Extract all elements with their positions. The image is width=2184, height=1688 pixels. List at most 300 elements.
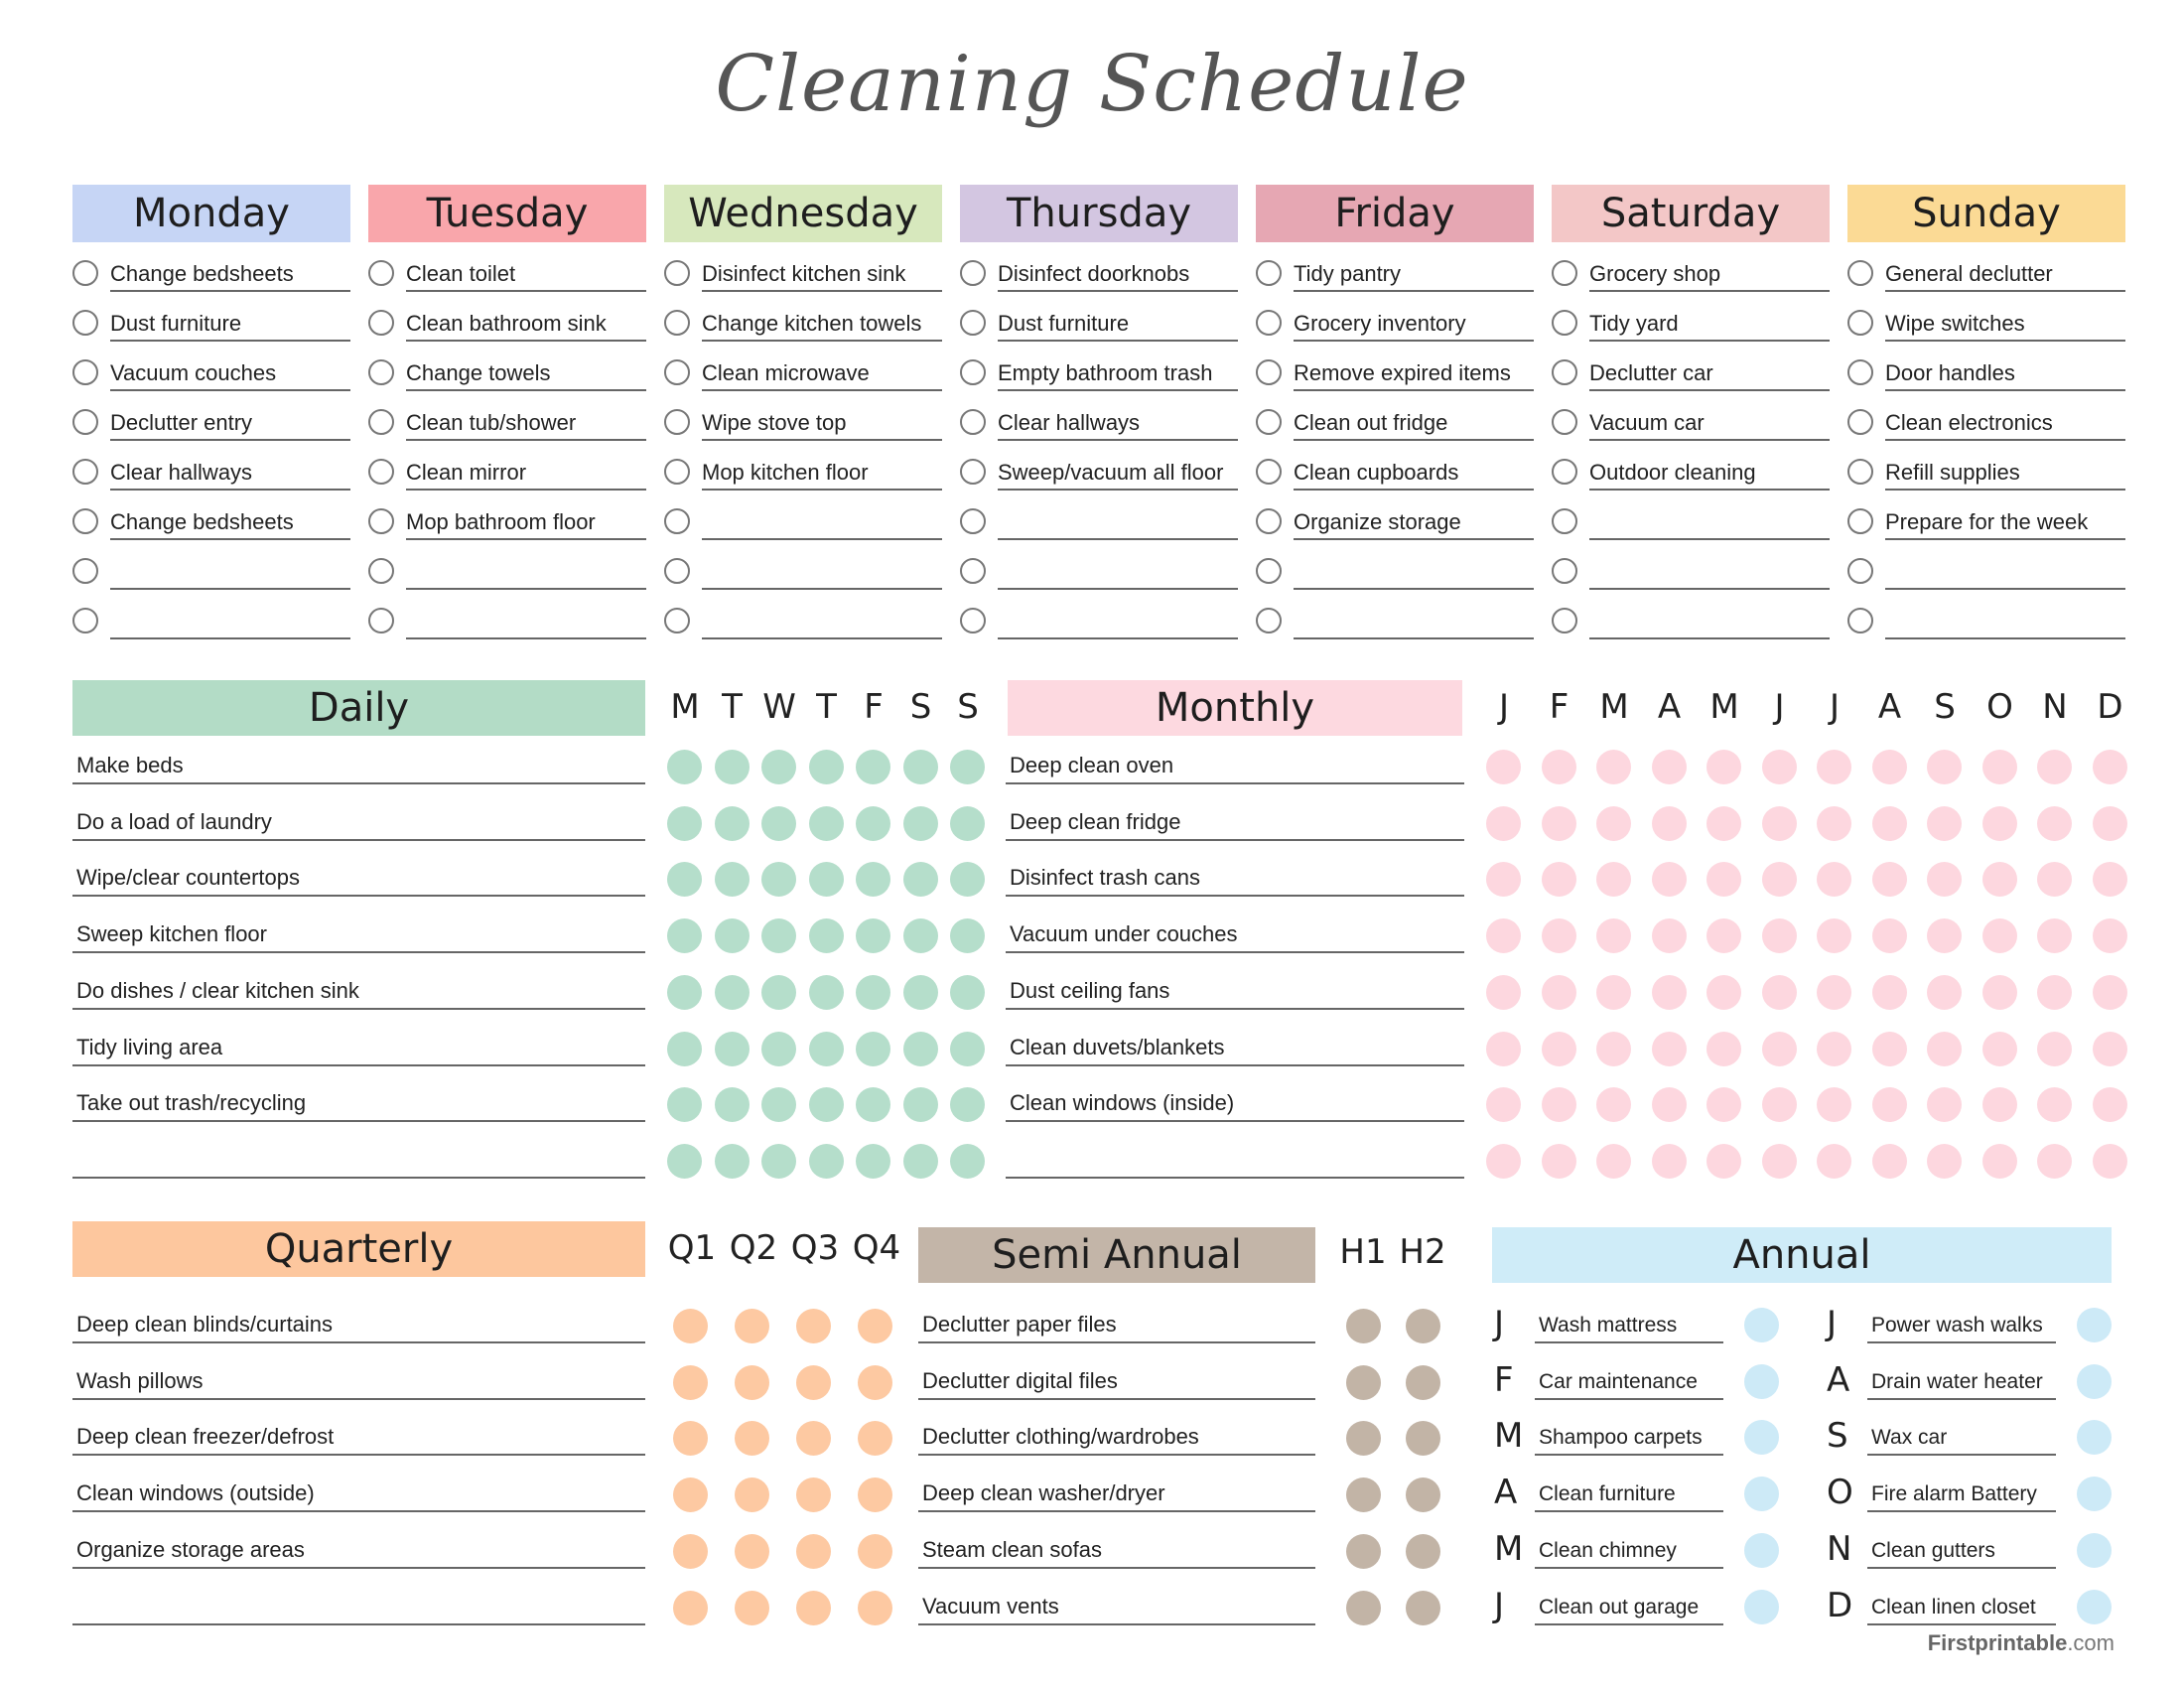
daily-check-dot[interactable] xyxy=(715,918,750,953)
daily-check-dot[interactable] xyxy=(950,1087,985,1122)
monthly-check-dot[interactable] xyxy=(1872,1087,1907,1122)
daily-check-dot[interactable] xyxy=(809,750,844,784)
task-text: Clean cupboards xyxy=(1294,459,1534,491)
daily-check-dot[interactable] xyxy=(667,1087,702,1122)
semi-annual-check-dot[interactable] xyxy=(1406,1309,1440,1343)
monthly-check-dot[interactable] xyxy=(1982,806,2017,841)
quarterly-check-dot[interactable] xyxy=(673,1591,708,1625)
monthly-check-dot[interactable] xyxy=(1982,975,2017,1010)
daily-check-dot[interactable] xyxy=(903,1087,938,1122)
monthly-check-dot[interactable] xyxy=(1872,862,1907,897)
monthly-check-dot[interactable] xyxy=(1542,862,1576,897)
monthly-check-dot[interactable] xyxy=(1486,750,1521,784)
monthly-check-dot[interactable] xyxy=(1542,750,1576,784)
checkbox-circle[interactable] xyxy=(960,558,986,584)
task-row xyxy=(1552,242,1830,292)
monthly-check-dot[interactable] xyxy=(2037,1087,2072,1122)
daily-check-dot[interactable] xyxy=(950,862,985,897)
day-column-tuesday xyxy=(368,242,646,639)
task-text: Change bedsheets xyxy=(110,260,350,292)
monthly-check-dot[interactable] xyxy=(1706,1087,1741,1122)
daily-check-dot[interactable] xyxy=(667,862,702,897)
checkbox-circle[interactable] xyxy=(664,459,690,485)
daily-check-dot[interactable] xyxy=(715,1087,750,1122)
monthly-check-dot[interactable] xyxy=(2093,1144,2127,1179)
annual-check-dot[interactable] xyxy=(2077,1420,2112,1455)
daily-task xyxy=(72,1139,645,1179)
daily-check-dot[interactable] xyxy=(856,975,890,1010)
monthly-check-dot[interactable] xyxy=(1982,750,2017,784)
daily-check-dot[interactable] xyxy=(715,806,750,841)
monthly-check-dot[interactable] xyxy=(1927,862,1962,897)
monthly-check-dot[interactable] xyxy=(1596,1032,1631,1066)
monthly-check-dot[interactable] xyxy=(1596,918,1631,953)
monthly-check-dot[interactable] xyxy=(1927,1032,1962,1066)
monthly-check-dot[interactable] xyxy=(1652,1087,1687,1122)
monthly-check-dot[interactable] xyxy=(1652,862,1687,897)
monthly-check-dot[interactable] xyxy=(1817,975,1851,1010)
checkbox-circle[interactable] xyxy=(1552,409,1577,435)
daily-check-dot[interactable] xyxy=(903,975,938,1010)
monthly-check-dot[interactable] xyxy=(1927,1087,1962,1122)
checkbox-circle[interactable] xyxy=(960,310,986,336)
checkbox-circle[interactable] xyxy=(368,608,394,633)
task-row xyxy=(1256,342,1534,391)
monthly-check-dot[interactable] xyxy=(1762,918,1797,953)
task-text: Change kitchen towels xyxy=(702,310,942,342)
quarterly-check-dot[interactable] xyxy=(858,1591,892,1625)
annual-check-dot[interactable] xyxy=(2077,1364,2112,1399)
quarterly-check-dot[interactable] xyxy=(858,1421,892,1456)
daily-check-dot[interactable] xyxy=(761,806,796,841)
annual-month-letter: A xyxy=(1827,1359,1850,1400)
semi-annual-check-dot[interactable] xyxy=(1406,1591,1440,1625)
semi-annual-check-dot[interactable] xyxy=(1346,1365,1381,1400)
quarterly-check-dot[interactable] xyxy=(673,1421,708,1456)
monthly-check-dot[interactable] xyxy=(2093,750,2127,784)
checkbox-circle[interactable] xyxy=(664,310,690,336)
daily-check-dot[interactable] xyxy=(761,1144,796,1179)
daily-check-dot[interactable] xyxy=(667,1032,702,1066)
semi-annual-check-dot[interactable] xyxy=(1346,1477,1381,1512)
monthly-check-dot[interactable] xyxy=(1762,1144,1797,1179)
checkbox-circle[interactable] xyxy=(72,260,98,286)
checkbox-circle[interactable] xyxy=(664,260,690,286)
daily-day-letter: W xyxy=(762,687,796,727)
task-text: Vacuum car xyxy=(1589,409,1830,441)
daily-check-dot[interactable] xyxy=(667,806,702,841)
daily-check-dot[interactable] xyxy=(856,1032,890,1066)
checkbox-circle[interactable] xyxy=(1847,608,1873,633)
annual-task: Drain water heater xyxy=(1867,1360,2056,1400)
task-row xyxy=(960,342,1238,391)
monthly-check-dot[interactable] xyxy=(1542,1087,1576,1122)
checkbox-circle[interactable] xyxy=(368,260,394,286)
checkbox-circle[interactable] xyxy=(368,310,394,336)
checkbox-circle[interactable] xyxy=(1552,558,1577,584)
task-text: Clean mirror xyxy=(406,459,646,491)
checkbox-circle[interactable] xyxy=(960,409,986,435)
monthly-check-dot[interactable] xyxy=(2037,1032,2072,1066)
quarterly-check-dot[interactable] xyxy=(735,1534,769,1569)
semi-annual-check-dot[interactable] xyxy=(1346,1309,1381,1343)
annual-check-dot[interactable] xyxy=(1744,1477,1779,1511)
daily-check-dot[interactable] xyxy=(809,806,844,841)
daily-check-dot[interactable] xyxy=(950,1144,985,1179)
day-column-thursday xyxy=(960,242,1238,639)
monthly-check-dot[interactable] xyxy=(1872,1032,1907,1066)
annual-check-dot[interactable] xyxy=(2077,1477,2112,1511)
task-text xyxy=(998,608,1238,639)
day-header-friday: Friday xyxy=(1256,185,1534,242)
checkbox-circle[interactable] xyxy=(1552,310,1577,336)
monthly-check-dot[interactable] xyxy=(1596,862,1631,897)
checkbox-circle[interactable] xyxy=(72,409,98,435)
annual-check-dot[interactable] xyxy=(1744,1590,1779,1624)
monthly-check-dot[interactable] xyxy=(1652,975,1687,1010)
checkbox-circle[interactable] xyxy=(664,409,690,435)
checkbox-circle[interactable] xyxy=(1256,260,1282,286)
monthly-check-dot[interactable] xyxy=(1706,975,1741,1010)
checkbox-circle[interactable] xyxy=(368,359,394,385)
daily-check-dot[interactable] xyxy=(761,1087,796,1122)
checkbox-circle[interactable] xyxy=(72,608,98,633)
task-row xyxy=(1256,491,1534,540)
monthly-check-dot[interactable] xyxy=(1982,862,2017,897)
daily-check-dot[interactable] xyxy=(809,975,844,1010)
daily-check-dot[interactable] xyxy=(903,806,938,841)
checkbox-circle[interactable] xyxy=(72,359,98,385)
checkbox-circle[interactable] xyxy=(1847,459,1873,485)
monthly-check-dot[interactable] xyxy=(2093,918,2127,953)
monthly-month-letter: S xyxy=(1934,687,1956,727)
quarterly-check-dot[interactable] xyxy=(796,1591,831,1625)
monthly-check-dot[interactable] xyxy=(1817,750,1851,784)
checkbox-circle[interactable] xyxy=(1552,260,1577,286)
monthly-check-dot[interactable] xyxy=(1817,862,1851,897)
day-column-wednesday xyxy=(664,242,942,639)
monthly-check-dot[interactable] xyxy=(1706,862,1741,897)
daily-check-dot[interactable] xyxy=(761,862,796,897)
brand-name: Firstprintable xyxy=(1927,1630,2068,1655)
daily-check-dot[interactable] xyxy=(667,918,702,953)
monthly-check-dot[interactable] xyxy=(1596,806,1631,841)
daily-check-dot[interactable] xyxy=(809,918,844,953)
monthly-check-dot[interactable] xyxy=(1486,1087,1521,1122)
quarterly-check-dot[interactable] xyxy=(735,1365,769,1400)
monthly-task: Deep clean fridge xyxy=(1006,801,1464,841)
monthly-check-dot[interactable] xyxy=(1542,806,1576,841)
checkbox-circle[interactable] xyxy=(1256,310,1282,336)
monthly-check-dot[interactable] xyxy=(1982,1144,2017,1179)
quarterly-check-dot[interactable] xyxy=(673,1477,708,1512)
quarterly-check-dot[interactable] xyxy=(858,1477,892,1512)
monthly-check-dot[interactable] xyxy=(1817,918,1851,953)
daily-check-dot[interactable] xyxy=(903,862,938,897)
daily-check-dot[interactable] xyxy=(715,862,750,897)
checkbox-circle[interactable] xyxy=(368,459,394,485)
monthly-check-dot[interactable] xyxy=(2037,806,2072,841)
annual-check-dot[interactable] xyxy=(2077,1308,2112,1342)
semi-annual-check-dot[interactable] xyxy=(1346,1534,1381,1569)
monthly-check-dot[interactable] xyxy=(1927,1144,1962,1179)
checkbox-circle[interactable] xyxy=(664,508,690,534)
annual-check-dot[interactable] xyxy=(1744,1364,1779,1399)
monthly-check-dot[interactable] xyxy=(1927,806,1962,841)
semi-annual-check-dot[interactable] xyxy=(1406,1534,1440,1569)
annual-check-dot[interactable] xyxy=(1744,1420,1779,1455)
quarterly-check-dot[interactable] xyxy=(796,1421,831,1456)
quarterly-check-dot[interactable] xyxy=(858,1309,892,1343)
quarterly-check-dot[interactable] xyxy=(735,1309,769,1343)
task-text xyxy=(998,558,1238,590)
monthly-task: Clean duvets/blankets xyxy=(1006,1027,1464,1066)
daily-check-dot[interactable] xyxy=(715,750,750,784)
monthly-check-dot[interactable] xyxy=(1927,975,1962,1010)
quarterly-check-dot[interactable] xyxy=(796,1477,831,1512)
monthly-check-dot[interactable] xyxy=(1927,918,1962,953)
daily-check-dot[interactable] xyxy=(903,1032,938,1066)
monthly-check-dot[interactable] xyxy=(1817,806,1851,841)
monthly-check-dot[interactable] xyxy=(1706,1144,1741,1179)
monthly-check-dot[interactable] xyxy=(1817,1144,1851,1179)
monthly-check-dot[interactable] xyxy=(1486,806,1521,841)
daily-check-dot[interactable] xyxy=(715,1032,750,1066)
checkbox-circle[interactable] xyxy=(1256,409,1282,435)
task-text: General declutter xyxy=(1885,260,2125,292)
semi-annual-check-dot[interactable] xyxy=(1406,1365,1440,1400)
daily-check-dot[interactable] xyxy=(903,918,938,953)
daily-check-dot[interactable] xyxy=(856,806,890,841)
task-row xyxy=(368,441,646,491)
monthly-check-dot[interactable] xyxy=(2093,975,2127,1010)
daily-check-dot[interactable] xyxy=(950,918,985,953)
monthly-check-dot[interactable] xyxy=(1486,1032,1521,1066)
task-text xyxy=(702,558,942,590)
monthly-check-dot[interactable] xyxy=(1542,1144,1576,1179)
daily-check-dot[interactable] xyxy=(856,750,890,784)
task-text: Outdoor cleaning xyxy=(1589,459,1830,491)
semi-annual-task: Deep clean washer/dryer xyxy=(918,1473,1315,1512)
day-column-monday xyxy=(72,242,350,639)
checkbox-circle[interactable] xyxy=(368,409,394,435)
quarterly-check-dot[interactable] xyxy=(796,1534,831,1569)
quarterly-check-dot[interactable] xyxy=(735,1421,769,1456)
monthly-check-dot[interactable] xyxy=(1652,918,1687,953)
task-row xyxy=(1847,391,2125,441)
monthly-check-dot[interactable] xyxy=(1872,918,1907,953)
monthly-check-dot[interactable] xyxy=(1872,750,1907,784)
checkbox-circle[interactable] xyxy=(960,508,986,534)
checkbox-circle[interactable] xyxy=(1256,459,1282,485)
daily-check-dot[interactable] xyxy=(715,1144,750,1179)
monthly-check-dot[interactable] xyxy=(1817,1087,1851,1122)
quarterly-check-dot[interactable] xyxy=(735,1477,769,1512)
annual-check-dot[interactable] xyxy=(2077,1533,2112,1568)
monthly-check-dot[interactable] xyxy=(1596,1087,1631,1122)
checkbox-circle[interactable] xyxy=(960,260,986,286)
checkbox-circle[interactable] xyxy=(1847,409,1873,435)
checkbox-circle[interactable] xyxy=(960,459,986,485)
monthly-check-dot[interactable] xyxy=(1927,750,1962,784)
monthly-check-dot[interactable] xyxy=(1762,975,1797,1010)
checkbox-circle[interactable] xyxy=(368,558,394,584)
monthly-check-dot[interactable] xyxy=(1542,975,1576,1010)
monthly-check-dot[interactable] xyxy=(1762,806,1797,841)
monthly-check-dot[interactable] xyxy=(1542,918,1576,953)
monthly-month-letter: A xyxy=(1877,687,1902,727)
quarterly-check-dot[interactable] xyxy=(796,1309,831,1343)
daily-check-dot[interactable] xyxy=(761,750,796,784)
quarterly-task xyxy=(72,1586,645,1625)
monthly-check-dot[interactable] xyxy=(1542,1032,1576,1066)
quarterly-check-dot[interactable] xyxy=(673,1365,708,1400)
daily-check-dot[interactable] xyxy=(856,918,890,953)
quarterly-check-dot[interactable] xyxy=(673,1309,708,1343)
daily-check-dot[interactable] xyxy=(903,750,938,784)
task-row xyxy=(1256,242,1534,292)
monthly-check-dot[interactable] xyxy=(1486,1144,1521,1179)
annual-check-dot[interactable] xyxy=(2077,1590,2112,1624)
annual-task: Car maintenance xyxy=(1535,1360,1723,1400)
monthly-check-dot[interactable] xyxy=(2037,1144,2072,1179)
daily-check-dot[interactable] xyxy=(761,918,796,953)
daily-check-dot[interactable] xyxy=(667,750,702,784)
monthly-check-dot[interactable] xyxy=(1652,1144,1687,1179)
monthly-check-dot[interactable] xyxy=(1706,918,1741,953)
checkbox-circle[interactable] xyxy=(72,558,98,584)
checkbox-circle[interactable] xyxy=(1256,508,1282,534)
annual-month-letter: M xyxy=(1494,1528,1524,1569)
quarterly-check-dot[interactable] xyxy=(673,1534,708,1569)
daily-check-dot[interactable] xyxy=(856,862,890,897)
checkbox-circle[interactable] xyxy=(1847,508,1873,534)
monthly-check-dot[interactable] xyxy=(1982,1087,2017,1122)
monthly-check-dot[interactable] xyxy=(1706,750,1741,784)
daily-check-dot[interactable] xyxy=(715,975,750,1010)
checkbox-circle[interactable] xyxy=(960,608,986,633)
checkbox-circle[interactable] xyxy=(1256,359,1282,385)
checkbox-circle[interactable] xyxy=(72,508,98,534)
monthly-check-dot[interactable] xyxy=(1652,806,1687,841)
monthly-check-dot[interactable] xyxy=(1762,862,1797,897)
task-row xyxy=(1847,242,2125,292)
monthly-check-dot[interactable] xyxy=(2093,1087,2127,1122)
monthly-check-dot[interactable] xyxy=(1762,1087,1797,1122)
monthly-check-dot[interactable] xyxy=(1762,750,1797,784)
daily-check-dot[interactable] xyxy=(667,1144,702,1179)
task-text: Tidy pantry xyxy=(1294,260,1534,292)
monthly-check-dot[interactable] xyxy=(2093,806,2127,841)
monthly-check-dot[interactable] xyxy=(2093,1032,2127,1066)
monthly-check-dot[interactable] xyxy=(1872,1144,1907,1179)
checkbox-circle[interactable] xyxy=(1847,359,1873,385)
monthly-check-dot[interactable] xyxy=(1486,918,1521,953)
monthly-check-dot[interactable] xyxy=(1706,1032,1741,1066)
monthly-check-dot[interactable] xyxy=(2037,975,2072,1010)
checkbox-circle[interactable] xyxy=(1256,608,1282,633)
daily-check-dot[interactable] xyxy=(950,1032,985,1066)
monthly-check-dot[interactable] xyxy=(1872,975,1907,1010)
daily-check-dot[interactable] xyxy=(667,975,702,1010)
checkbox-circle[interactable] xyxy=(960,359,986,385)
daily-check-dot[interactable] xyxy=(809,1087,844,1122)
checkbox-circle[interactable] xyxy=(1552,508,1577,534)
semi-annual-check-dot[interactable] xyxy=(1406,1477,1440,1512)
quarterly-check-dot[interactable] xyxy=(858,1365,892,1400)
checkbox-circle[interactable] xyxy=(664,608,690,633)
monthly-check-dot[interactable] xyxy=(1652,750,1687,784)
monthly-check-dot[interactable] xyxy=(1762,1032,1797,1066)
annual-check-dot[interactable] xyxy=(1744,1533,1779,1568)
task-row xyxy=(1552,441,1830,491)
quarterly-check-dot[interactable] xyxy=(796,1365,831,1400)
annual-check-dot[interactable] xyxy=(1744,1308,1779,1342)
daily-check-dot[interactable] xyxy=(809,1144,844,1179)
monthly-check-dot[interactable] xyxy=(1982,1032,2017,1066)
monthly-check-dot[interactable] xyxy=(1982,918,2017,953)
checkbox-circle[interactable] xyxy=(1847,310,1873,336)
monthly-check-dot[interactable] xyxy=(1706,806,1741,841)
monthly-check-dot[interactable] xyxy=(1817,1032,1851,1066)
checkbox-circle[interactable] xyxy=(72,310,98,336)
task-text: Vacuum couches xyxy=(110,359,350,391)
checkbox-circle[interactable] xyxy=(1552,459,1577,485)
quarterly-check-dot[interactable] xyxy=(858,1534,892,1569)
semi-annual-check-dot[interactable] xyxy=(1406,1421,1440,1456)
checkbox-circle[interactable] xyxy=(1256,558,1282,584)
monthly-check-dot[interactable] xyxy=(1486,975,1521,1010)
task-text xyxy=(1589,608,1830,639)
daily-check-dot[interactable] xyxy=(856,1144,890,1179)
checkbox-circle[interactable] xyxy=(664,359,690,385)
monthly-check-dot[interactable] xyxy=(2037,862,2072,897)
daily-check-dot[interactable] xyxy=(950,750,985,784)
daily-check-dot[interactable] xyxy=(950,975,985,1010)
checkbox-circle[interactable] xyxy=(1552,608,1577,633)
daily-check-dot[interactable] xyxy=(950,806,985,841)
daily-check-dot[interactable] xyxy=(809,1032,844,1066)
quarter-label: Q1 xyxy=(667,1228,717,1268)
daily-check-dot[interactable] xyxy=(761,1032,796,1066)
daily-check-dot[interactable] xyxy=(809,862,844,897)
monthly-check-dot[interactable] xyxy=(2037,750,2072,784)
checkbox-circle[interactable] xyxy=(72,459,98,485)
monthly-check-dot[interactable] xyxy=(1872,806,1907,841)
checkbox-circle[interactable] xyxy=(368,508,394,534)
semi-annual-task: Declutter digital files xyxy=(918,1360,1315,1400)
semi-annual-check-dot[interactable] xyxy=(1346,1421,1381,1456)
annual-month-letter: A xyxy=(1494,1473,1518,1513)
daily-check-dot[interactable] xyxy=(761,975,796,1010)
checkbox-circle[interactable] xyxy=(1847,558,1873,584)
checkbox-circle[interactable] xyxy=(1552,359,1577,385)
checkbox-circle[interactable] xyxy=(1847,260,1873,286)
monthly-check-dot[interactable] xyxy=(1486,862,1521,897)
monthly-check-dot[interactable] xyxy=(1652,1032,1687,1066)
monthly-check-dot[interactable] xyxy=(1596,1144,1631,1179)
monthly-check-dot[interactable] xyxy=(1596,750,1631,784)
checkbox-circle[interactable] xyxy=(664,558,690,584)
monthly-check-dot[interactable] xyxy=(1596,975,1631,1010)
monthly-task: Vacuum under couches xyxy=(1006,914,1464,953)
monthly-check-dot[interactable] xyxy=(2093,862,2127,897)
quarterly-check-dot[interactable] xyxy=(735,1591,769,1625)
daily-check-dot[interactable] xyxy=(903,1144,938,1179)
monthly-check-dot[interactable] xyxy=(2037,918,2072,953)
daily-check-dot[interactable] xyxy=(856,1087,890,1122)
semi-annual-check-dot[interactable] xyxy=(1346,1591,1381,1625)
